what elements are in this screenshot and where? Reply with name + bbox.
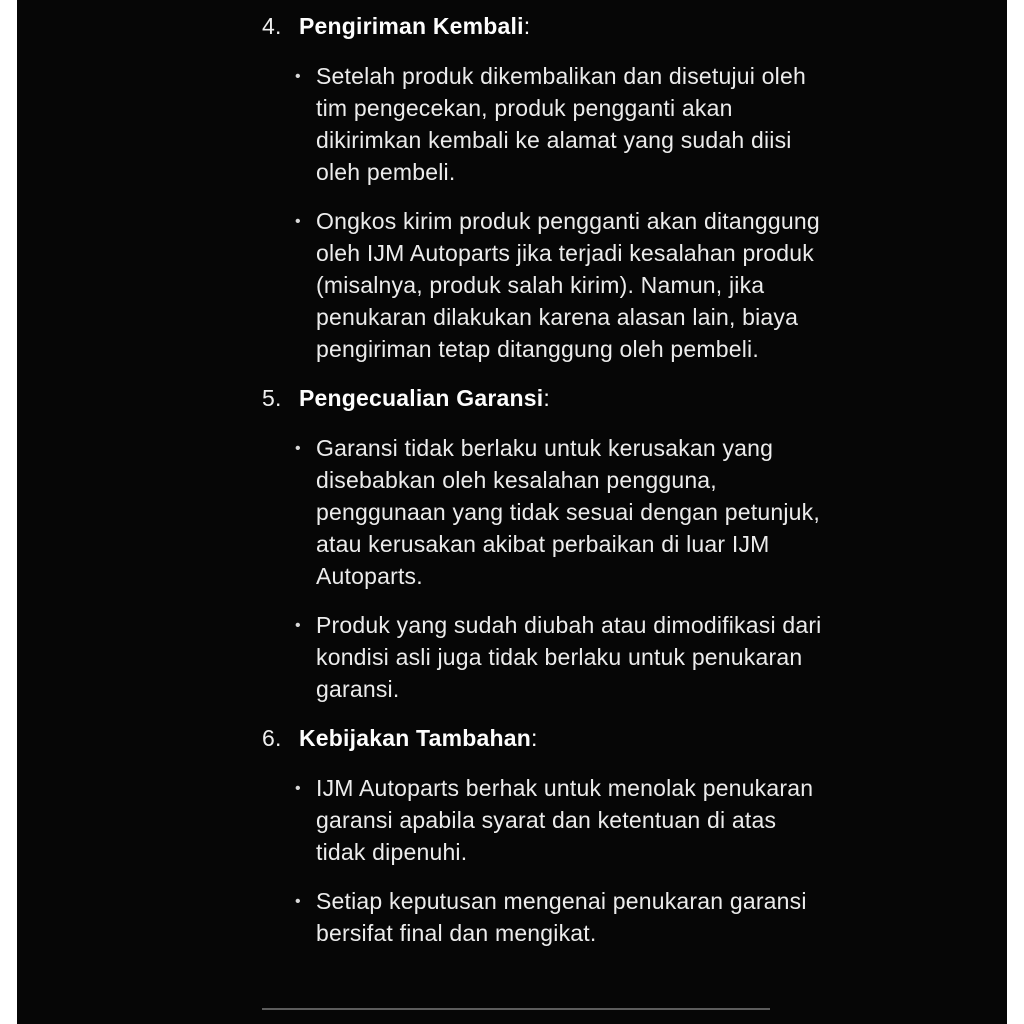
- section-title: Pengiriman Kembali: [299, 13, 524, 39]
- bullet-text: IJM Autoparts berhak untuk menolak penukaran garansi apabila syarat dan ketentuan di atas tidak dipenuhi.: [316, 775, 814, 865]
- policy-section-kebijakan-tambahan: [262, 722, 824, 949]
- section-title-colon: :: [523, 13, 531, 39]
- bullet-icon: •: [295, 68, 301, 85]
- bullet-item: [262, 60, 824, 188]
- bullet-text: Setelah produk dikembalikan dan disetujui oleh tim pengecekan, produk pengganti akan dikirimkan kembali ke alamat yang sudah diisi oleh pembeli.: [316, 63, 806, 185]
- section-number: 4.: [262, 13, 282, 39]
- section-heading: [262, 722, 824, 754]
- section-title-colon: :: [543, 385, 550, 411]
- bullet-item: [262, 205, 824, 365]
- bullet-icon: •: [295, 780, 301, 797]
- section-title-colon: :: [530, 725, 538, 751]
- screenshot-dark-panel: [17, 0, 1007, 1024]
- policy-section-pengecualian-garansi: [262, 382, 824, 705]
- bullet-item: [262, 609, 824, 705]
- section-title: Pengecualian Garansi: [299, 385, 544, 411]
- section-number: 5.: [262, 385, 282, 411]
- bullet-item: [262, 432, 824, 592]
- section-number: 6.: [262, 725, 282, 751]
- bottom-divider-line: [262, 1008, 770, 1010]
- section-heading: [262, 382, 824, 414]
- bullet-text: Setiap keputusan mengenai penukaran garansi bersifat final dan mengikat.: [316, 888, 807, 946]
- bullet-item: [262, 885, 824, 949]
- bullet-item: [262, 772, 824, 868]
- bullet-icon: •: [295, 617, 301, 634]
- policy-text-body: [262, 10, 824, 966]
- bullet-icon: •: [295, 893, 301, 910]
- bullet-text: Garansi tidak berlaku untuk kerusakan yang disebabkan oleh kesalahan pengguna, penggunaan yang tidak sesuai dengan petunjuk, atau kerusakan akibat perbaikan di luar IJM Autoparts.: [316, 435, 820, 589]
- bullet-text: Ongkos kirim produk pengganti akan ditanggung oleh IJM Autoparts jika terjadi kesalahan produk (misalnya, produk salah kirim). Namun, jika penukaran dilakukan karena alasan lain, biaya pengiriman tetap ditanggung oleh pembeli.: [316, 208, 820, 362]
- section-title: Kebijakan Tambahan: [299, 725, 531, 751]
- bullet-text: Produk yang sudah diubah atau dimodifikasi dari kondisi asli juga tidak berlaku untuk penukaran garansi.: [316, 612, 822, 702]
- bullet-icon: •: [295, 213, 301, 230]
- bullet-icon: •: [295, 440, 301, 457]
- section-heading: [262, 10, 824, 42]
- policy-section-pengiriman-kembali: [262, 10, 824, 365]
